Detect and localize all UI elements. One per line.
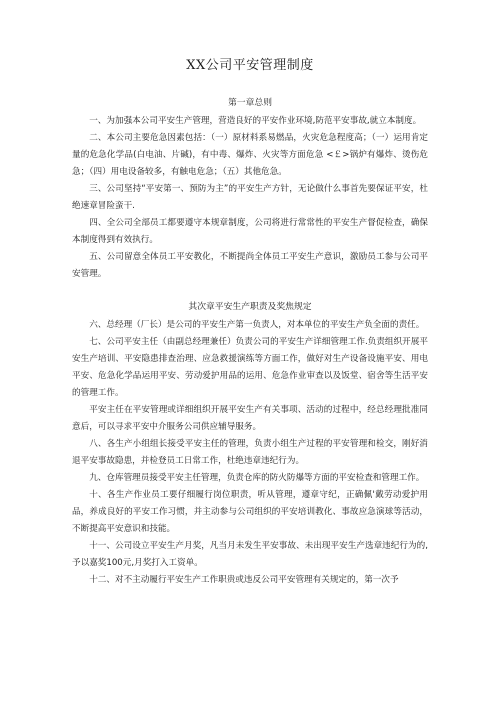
paragraph: 十、各生产作业员工要仔细履行岗位职责，听从管理，遵章守纪，正确佩'戴劳动爱护用品，养成良好的平安工作习惯，并主动参与公司组织的平安培训教化、事故应急演球等活动，不断提高平安意识和技能。	[72, 490, 428, 534]
paragraph: 平安主任在平安管理或详细组织开展平安生产有关事项、活动的过程中，经总经理批准同意后，可以寻求平安中介服务公司供应辅导服务。	[72, 405, 428, 432]
paragraph: 一、为加强本公司平安生产管理，营造良好的平安作业环境,防范平安事故,就立本制度。	[89, 116, 422, 126]
paragraph: 五、公司留意全体员工平安教化，不断提尚全体员工平安生产意识，激励员工参与公司平安管理。	[72, 252, 428, 279]
paragraph: 七、公司平安主任（由副总经理兼任）负责公司的平安生产详细管理工作.负责组织开展平安生产培训、平安隐患排查治理、应急救援演练等方面工作，做好对生产设备设施平安、用电平安、危急化学品运用平安、劳动爱护用品的运用、危急作业审查以及饭堂、宿舍等生活平安的管理工作。	[72, 337, 428, 398]
document-page	[72, 56, 428, 589]
paragraph: 八、各生产小组组长接受平安主任的管理，负责小组生产过程的平安管理和检交，刚好消退平安事故隐患，并检登员工日常工作，杜绝违章违纪行为。	[72, 439, 428, 466]
paragraph: 九、仓库管理员接受平安主任管理，负责仓库的防火防爆等方面的平安检查和管理工作。	[89, 473, 425, 483]
chapter-2	[72, 300, 428, 589]
paragraph: 十一、公司设立平安生产月奖，凡当月未发生平安事故、未出现平安生产选章违纪行为的,予以嘉奖100元,月奖打入工资单。	[72, 541, 428, 568]
paragraph: 三、公司坚持“平安第一、预防为主”的平安生产方针，无论做什么事首先要保证平安，杜绝速章冒险蛮干.	[72, 184, 428, 211]
chapter-heading: 第一章总则	[228, 98, 272, 108]
paragraph: 四、全公司全部员工都要遵守本规章制度，公司将进行常常性的平安生产督促检查，确保本制度得到有效执行。	[72, 218, 428, 245]
paragraph: 二、本公司主要危急因素包括：（一）原材料系易燃品，火灾危急程度高；（一）运用肯定量的危急化学品(白电油、片碱)，有中毒、爆炸、火灾等方面危急 <￡>锅炉有爆炸、烫伤危急；（四）用电设备较多，有触电危急；（五）其他危急。	[72, 133, 428, 177]
chapter-1	[72, 96, 428, 283]
chapter-heading: 其次章平安生产职责及奖焦规定	[188, 302, 312, 312]
document-title: XX公司平安管理制度	[186, 58, 314, 73]
paragraph: 十二、对不主动履行平安生产工作职贵或违反公司平安管理有关规定的，第一次予	[89, 575, 399, 585]
paragraph: 六、总经理（厂长）是公司的平安生产第一负责人，对本单位的平安生产负全面的责任。	[89, 320, 425, 330]
